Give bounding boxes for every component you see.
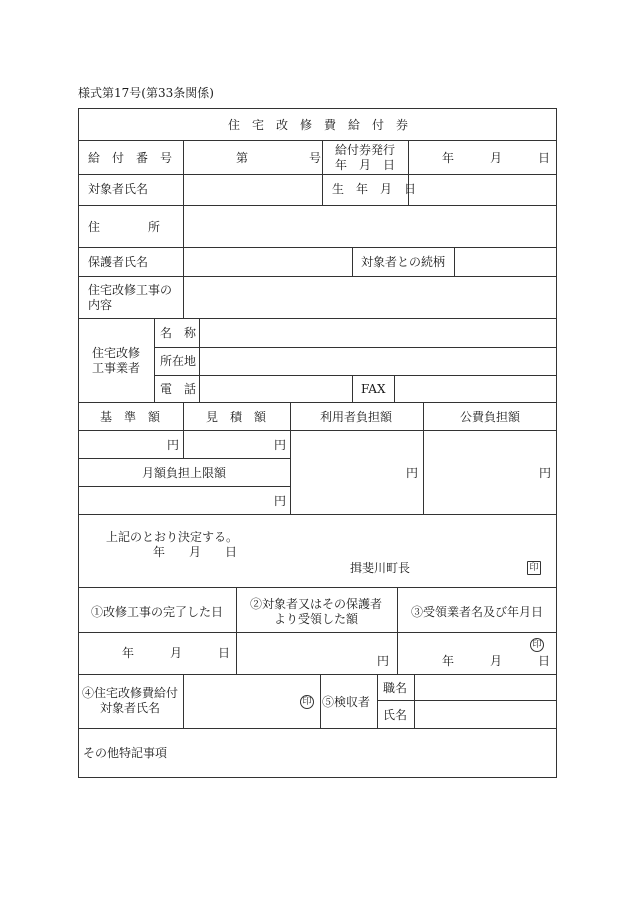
estimate-amount-label: 見 積 額 [205,410,267,424]
line-v-fax-a [352,375,353,402]
issue-date-label-2: 年 月 日 [334,158,396,172]
contractor-location-label: 所在地 [160,354,197,368]
line-h11 [78,458,290,459]
contractor-phone-label: 電 話 [160,382,197,396]
receiver-label: ③受領業者名及び年月日 [410,605,544,619]
subject-name-label: 対象者氏名 [88,182,149,196]
decision-date: 年 月 日 [153,545,238,559]
line-h15 [78,632,557,633]
received-amount-yen: 円 [376,654,389,668]
benefit-voucher-form [78,108,557,778]
standard-amount-label: 基 準 額 [99,410,161,424]
line-v-relation-a [352,247,353,276]
contractor-fax-label: FAX [361,382,386,396]
completion-date-value: 年 月 日 [121,646,230,660]
line-h3 [78,205,557,206]
line-h6 [78,318,557,319]
form-frame [78,108,557,778]
line-v-go [322,140,323,205]
line-h1 [78,140,557,141]
line-v-receipt-1 [236,587,237,674]
issue-date-label-1: 給付券発行 [334,143,396,157]
form-title: 住 宅 改 修 費 給 付 券 [227,118,409,132]
line-v-inspector-a [320,674,321,728]
line-h14 [78,587,557,588]
line-h16 [78,674,557,675]
benefit-number-label: 給 付 番 号 [88,151,173,165]
recipient-seal: 印 [300,695,314,709]
line-v-receipt-2 [397,587,398,674]
standard-yen: 円 [166,438,179,452]
recipient-label-1: ④住宅改修費給付 [81,686,179,700]
line-v-inspector-b [377,674,378,728]
line-v-fax-b [394,375,395,402]
contractor-name-label: 名 称 [160,326,197,340]
line-v-contractor [154,318,155,402]
line-v-amount-1 [183,402,184,458]
monthly-limit-yen: 円 [273,494,286,508]
work-content-label-1: 住宅改修工事の [88,283,173,297]
line-h7 [154,347,557,348]
relationship-label: 対象者との続柄 [361,255,446,269]
address-label: 住 所 [88,220,161,234]
recipient-label-2: 対象者氏名 [99,701,161,715]
inspector-label: ⑤検収者 [322,695,371,709]
monthly-limit-label: 月額負担上限額 [141,466,227,480]
number-dai: 第 [236,151,249,165]
line-v-amount-2 [290,402,291,514]
line-h10 [78,430,557,431]
work-content-label-2: 内容 [88,298,113,312]
line-h4 [78,247,557,248]
receiver-date-value: 年 月 日 [441,654,550,668]
completion-date-label: ①改修工事の完了した日 [90,605,224,619]
job-title-label: 職名 [383,681,408,695]
line-v-recipient [183,674,184,728]
estimate-yen: 円 [273,438,286,452]
line-v-contractor-2 [199,318,200,402]
line-h9 [78,402,557,403]
line-h2 [78,174,557,175]
contractor-label-2: 工事業者 [91,361,141,375]
line-h18 [78,728,557,729]
line-h17 [377,700,557,701]
public-share-yen: 円 [538,466,551,480]
received-amount-label-2: より受領した額 [273,612,359,626]
special-notes-label: その他特記事項 [83,746,168,760]
mayor-seal: 印 [527,561,541,575]
form-number-label: 様式第17号(第33条関係) [78,86,214,100]
line-v-inspector-c [414,674,415,728]
line-h13 [78,514,557,515]
guardian-name-label: 保護者氏名 [88,255,149,269]
issue-date-value: 年 月 日 [441,151,550,165]
birth-date-label: 生 年 月 日 [332,182,417,196]
decision-text: 上記のとおり決定する。 [106,530,239,544]
line-v-amount-3 [423,402,424,514]
contractor-label-1: 住宅改修 [91,346,141,360]
line-h5 [78,276,557,277]
line-h12 [78,486,290,487]
mayor-label: 揖斐川町長 [350,561,411,575]
receiver-seal: 印 [530,638,544,652]
public-share-label: 公費負担額 [459,410,521,424]
user-share-yen: 円 [405,466,418,480]
line-v-label [183,140,184,318]
number-go: 号 [309,151,322,165]
received-amount-label-1: ②対象者又はその保護者 [249,597,383,611]
line-h8 [154,375,557,376]
line-v-relation-b [454,247,455,276]
inspector-name-label: 氏名 [383,708,408,722]
user-share-label: 利用者負担額 [319,410,393,424]
